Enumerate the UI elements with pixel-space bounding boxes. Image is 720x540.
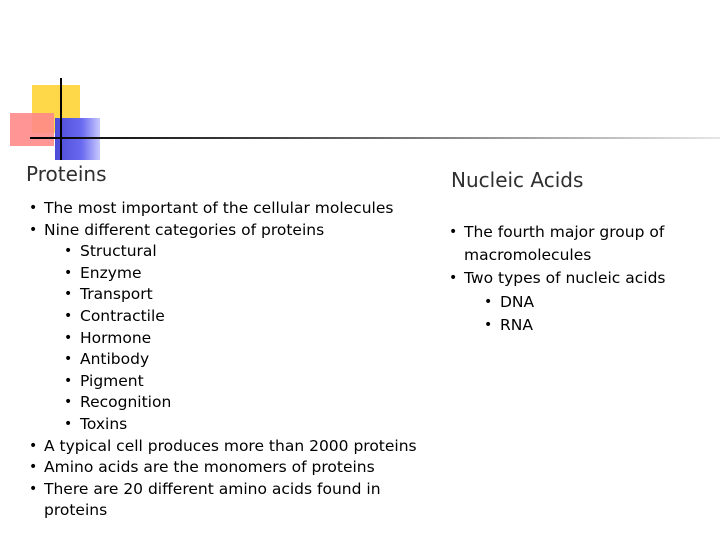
- bullet-item: • Amino acids are the monomers of proteins: [26, 457, 436, 479]
- sub-bullet-item: • Hormone: [26, 328, 436, 350]
- bullet-item: • There are 20 different amino acids found in proteins: [26, 479, 436, 522]
- sub-bullet-item: • DNA: [446, 291, 716, 314]
- proteins-bullet-list: [26, 198, 436, 522]
- sub-bullet-item: • Contractile: [26, 306, 436, 328]
- proteins-heading: Proteins: [26, 162, 107, 186]
- sub-bullet-item: • Pigment: [26, 371, 436, 393]
- bullet-item: • A typical cell produces more than 2000 proteins: [26, 436, 436, 458]
- sub-bullet-item: • Transport: [26, 284, 436, 306]
- sub-bullet-item: • Toxins: [26, 414, 436, 436]
- sub-bullet-item: • Enzyme: [26, 263, 436, 285]
- sub-bullet-item: • Antibody: [26, 349, 436, 371]
- bullet-item: • Nine different categories of proteins: [26, 220, 436, 242]
- nucleic-acids-bullet-list: [446, 221, 716, 337]
- title-divider-line: [30, 137, 720, 139]
- bullet-item: • The most important of the cellular molecules: [26, 198, 436, 220]
- decorative-red-square: [10, 113, 54, 146]
- decorative-vertical-line: [60, 78, 62, 160]
- sub-bullet-item: • RNA: [446, 314, 716, 337]
- sub-bullet-item: • Structural: [26, 241, 436, 263]
- bullet-item: • Two types of nucleic acids: [446, 267, 716, 290]
- nucleic-acids-heading: Nucleic Acids: [451, 168, 584, 192]
- bullet-item: • The fourth major group of macromolecules: [446, 221, 716, 267]
- sub-bullet-item: • Recognition: [26, 392, 436, 414]
